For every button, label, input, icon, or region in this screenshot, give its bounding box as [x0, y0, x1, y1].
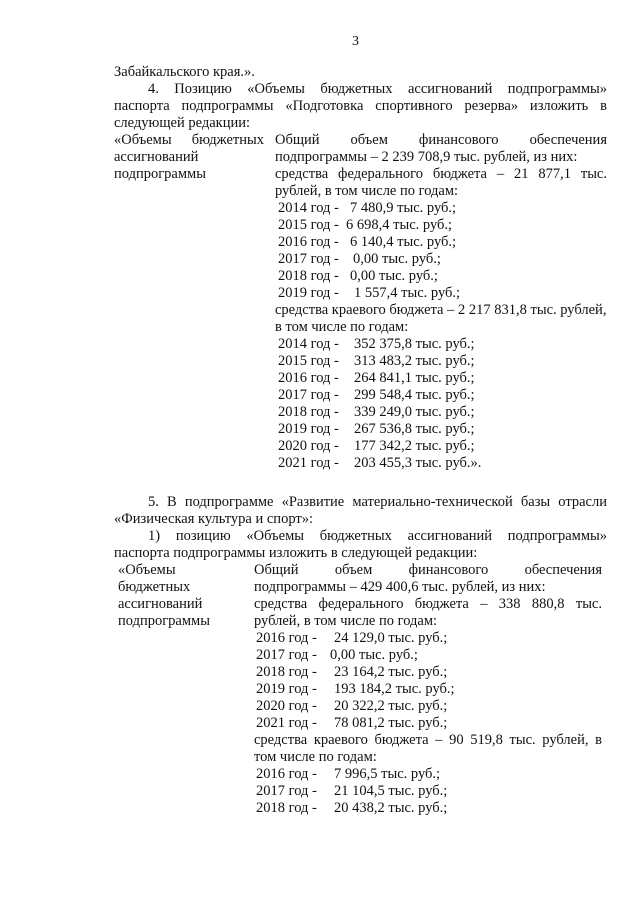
year-row — [278, 336, 481, 353]
year-label: 2016 год - — [278, 370, 339, 386]
year-row — [256, 783, 447, 800]
item4-regional-years — [278, 336, 481, 472]
year-row — [256, 698, 455, 715]
year-row — [256, 664, 455, 681]
intro-line: Забайкальского края.». — [114, 64, 255, 80]
year-amount: 0,00 тыс. руб.; — [350, 268, 438, 284]
year-amount: 203 455,3 тыс. руб.». — [354, 455, 482, 471]
year-label: 2021 год - — [278, 455, 339, 471]
year-label: 2017 год - — [256, 647, 317, 663]
item5-label-line1: «Объемы — [118, 562, 176, 578]
item4-label-line2: ассигнований — [114, 149, 199, 165]
year-row — [256, 766, 447, 783]
item5-regional-line1: средства краевого бюджета – 90 519,8 тыс. рублей, в — [254, 732, 602, 748]
item4-total-line2: подпрограммы – 2 239 708,9 тыс. рублей, из них: — [275, 149, 578, 165]
year-row — [278, 200, 460, 217]
year-row — [256, 647, 455, 664]
year-label: 2021 год - — [256, 715, 317, 731]
item5-regional-line2: том числе по годам: — [254, 749, 377, 765]
item5-line2: «Физическая культура и спорт»: — [114, 511, 313, 527]
year-row — [256, 800, 447, 817]
year-amount: 299 548,4 тыс. руб.; — [354, 387, 475, 403]
year-row — [278, 370, 481, 387]
item5-federal-line2: рублей, в том числе по годам: — [254, 613, 438, 629]
item4-regional-line1: средства краевого бюджета – 2 217 831,8 тыс. рублей, — [275, 302, 607, 318]
item4-line2: паспорта подпрограммы «Подготовка спортивного резерва» изложить в — [114, 98, 607, 114]
item5-label-line2: бюджетных — [118, 579, 191, 595]
item5-sub1-line1: 1) позицию «Объемы бюджетных ассигнований подпрограммы» — [148, 528, 607, 544]
year-row — [256, 715, 455, 732]
year-label: 2014 год - — [278, 336, 339, 352]
year-label: 2015 год - — [278, 217, 339, 233]
year-label: 2017 год - — [278, 387, 339, 403]
year-label: 2019 год - — [278, 421, 339, 437]
year-amount: 193 184,2 тыс. руб.; — [334, 681, 455, 697]
year-label: 2014 год - — [278, 200, 339, 216]
year-amount: 6 140,4 тыс. руб.; — [350, 234, 457, 250]
item4-label-line3: подпрограммы — [114, 166, 206, 182]
year-row — [278, 353, 481, 370]
item5-total-line2: подпрограммы – 429 400,6 тыс. рублей, из них: — [254, 579, 546, 595]
item4-federal-years — [278, 200, 460, 302]
year-row — [278, 455, 481, 472]
item4-total-line1: Общий объем финансового обеспечения — [275, 132, 607, 148]
year-amount: 339 249,0 тыс. руб.; — [354, 404, 475, 420]
year-row — [256, 630, 455, 647]
item5-regional-years — [256, 766, 447, 817]
item4-federal-line2: рублей, в том числе по годам: — [275, 183, 459, 199]
year-row — [278, 404, 481, 421]
year-amount: 267 536,8 тыс. руб.; — [354, 421, 475, 437]
item5-federal-line1: средства федерального бюджета – 338 880,8 тыс. — [254, 596, 602, 612]
item5-sub1-line2: паспорта подпрограммы изложить в следующей редакции: — [114, 545, 478, 561]
item5-total-line1: Общий объем финансового обеспечения — [254, 562, 602, 578]
year-row — [278, 251, 460, 268]
item4-regional-line2: в том числе по годам: — [275, 319, 409, 335]
item4-federal-line1: средства федерального бюджета – 21 877,1 тыс. — [275, 166, 607, 182]
year-row — [278, 268, 460, 285]
item5-line1: 5. В подпрограмме «Развитие материально-технической базы отрасли — [148, 494, 607, 510]
item5-label-line3: ассигнований — [118, 596, 203, 612]
year-amount: 20 438,2 тыс. руб.; — [334, 800, 448, 816]
year-label: 2017 год - — [278, 251, 339, 267]
item4-label-line1: «Объемы бюджетных — [114, 132, 264, 148]
item5-label-line4: подпрограммы — [118, 613, 210, 629]
year-label: 2016 год - — [256, 630, 317, 646]
year-label: 2017 год - — [256, 783, 317, 799]
year-label: 2015 год - — [278, 353, 339, 369]
year-row — [278, 387, 481, 404]
year-row — [278, 285, 460, 302]
year-row — [278, 421, 481, 438]
year-amount: 24 129,0 тыс. руб.; — [334, 630, 448, 646]
year-label: 2020 год - — [278, 438, 339, 454]
year-amount: 352 375,8 тыс. руб.; — [354, 336, 475, 352]
year-amount: 23 164,2 тыс. руб.; — [334, 664, 448, 680]
year-amount: 20 322,2 тыс. руб.; — [334, 698, 448, 714]
item4-line3: следующей редакции: — [114, 115, 251, 131]
year-amount: 264 841,1 тыс. руб.; — [354, 370, 475, 386]
year-label: 2018 год - — [278, 268, 339, 284]
item5-federal-years — [256, 630, 455, 732]
year-row — [278, 438, 481, 455]
year-amount: 0,00 тыс. руб.; — [353, 251, 441, 267]
year-row — [278, 234, 460, 251]
year-row — [278, 217, 460, 234]
year-amount: 0,00 тыс. руб.; — [330, 647, 418, 663]
year-amount: 313 483,2 тыс. руб.; — [354, 353, 475, 369]
item4-line1: 4. Позицию «Объемы бюджетных ассигнований подпрограммы» — [148, 81, 607, 97]
year-amount: 7 996,5 тыс. руб.; — [334, 766, 441, 782]
page-number: 3 — [352, 34, 359, 49]
year-amount: 7 480,9 тыс. руб.; — [350, 200, 457, 216]
year-label: 2016 год - — [256, 766, 317, 782]
year-amount: 21 104,5 тыс. руб.; — [334, 783, 448, 799]
year-amount: 78 081,2 тыс. руб.; — [334, 715, 448, 731]
year-label: 2018 год - — [278, 404, 339, 420]
year-amount: 177 342,2 тыс. руб.; — [354, 438, 475, 454]
year-label: 2016 год - — [278, 234, 339, 250]
year-label: 2020 год - — [256, 698, 317, 714]
year-amount: 1 557,4 тыс. руб.; — [354, 285, 461, 301]
year-label: 2019 год - — [278, 285, 339, 301]
year-row — [256, 681, 455, 698]
year-label: 2018 год - — [256, 800, 317, 816]
year-label: 2018 год - — [256, 664, 317, 680]
year-label: 2019 год - — [256, 681, 317, 697]
year-amount: 6 698,4 тыс. руб.; — [346, 217, 453, 233]
